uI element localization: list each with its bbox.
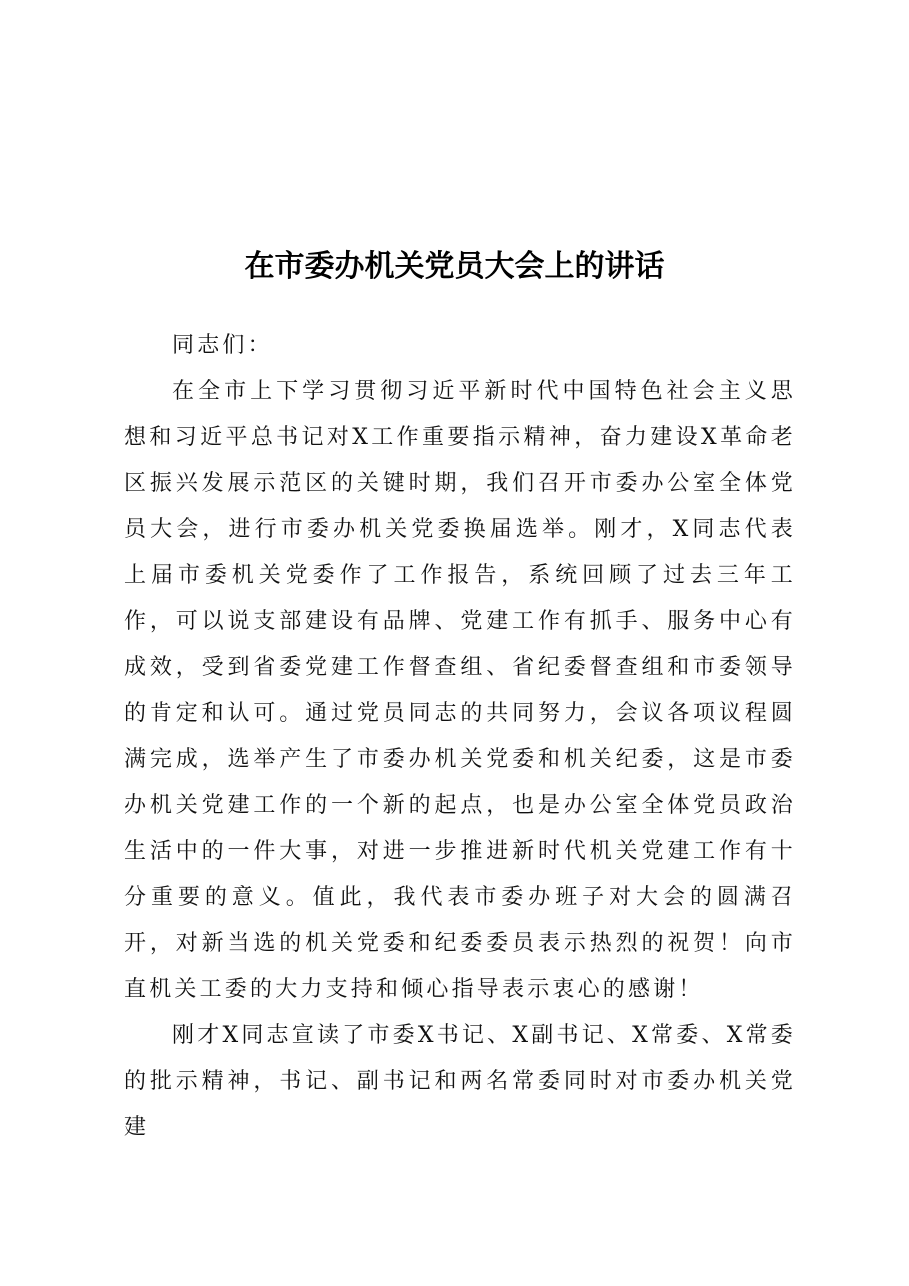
paragraph-1: 在全市上下学习贯彻习近平新时代中国特色社会主义思想和习近平总书记对X工作重要指示精神，奋力建设X革命老区振兴发展示范区的关键时期，我们召开市委办公室全体党员大会，进行市委办机关党委换届选举。刚才，X同志代表上届市委机关党委作了工作报告，系统回顾了过去三年工作，可以说支部建设有品牌、党建工作有抓手、服务中心有成效，受到省委党建工作督查组、省纪委督查组和市委领导的肯定和认可。通过党员同志的共同努力，会议各项议程圆满完成，选举产生了市委办机关党委和机关纪委，这是市委办机关党建工作的一个新的起点，也是办公室全体党员政治生活中的一件大事，对进一步推进新时代机关党建工作有十分重要的意义。值此，我代表市委办班子对大会的圆满召开，对新当选的机关党委和纪委委员表示热烈的祝贺！向市直机关工委的大力支持和倾心指导表示衷心的感谢！ xyxy=(124,379,796,1002)
paragraph-2: 刚才X同志宣读了市委X书记、X副书记、X常委、X常委的批示精神，书记、副书记和两名常委同时对市委办机关党建 xyxy=(124,1023,796,1140)
document-body xyxy=(124,323,796,1151)
salutation: 同志们： xyxy=(172,333,273,358)
document-title: 在市委办机关党员大会上的讲话 xyxy=(244,249,665,284)
